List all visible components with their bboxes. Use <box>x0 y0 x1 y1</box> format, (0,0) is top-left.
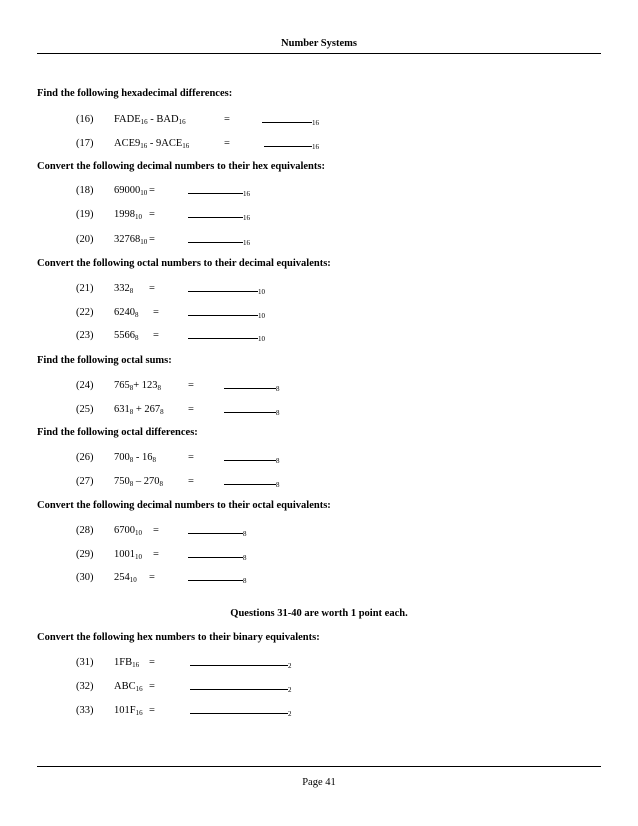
section-heading-decimal-to-hex: Convert the following decimal numbers to their hex equivalents: <box>37 161 325 172</box>
question-expression: $631_8 + 267_8$ <box>114 404 164 416</box>
equals-sign: = <box>188 404 194 415</box>
equals-sign: = <box>188 476 194 487</box>
answer-blank[interactable]: 8 <box>188 572 247 585</box>
question-number: (22) <box>76 307 94 318</box>
equals-sign: = <box>149 705 155 716</box>
page-number: Page 41 <box>302 777 336 788</box>
question-expression: $69000_{10}$ <box>114 185 148 197</box>
question-expression: $700_8 - 16_8$ <box>114 452 156 464</box>
equals-sign: = <box>149 209 155 220</box>
question-expression: $1001_{10}$ <box>114 549 142 561</box>
question-expression: $101F_{16}$ <box>114 705 143 717</box>
equals-sign: = <box>188 380 194 391</box>
question-expression: $6240_8$ <box>114 307 139 319</box>
answer-blank[interactable]: 10 <box>188 307 265 320</box>
question-number: (27) <box>76 476 94 487</box>
question-number: (20) <box>76 234 94 245</box>
question-number: (31) <box>76 657 94 668</box>
section-heading-hex-differences: Find the following hexadecimal differences: <box>37 88 233 99</box>
question-number: (29) <box>76 549 94 560</box>
points-note-heading: Questions 31-40 are worth 1 point each. <box>230 608 408 619</box>
question-number: (28) <box>76 525 94 536</box>
header-rule <box>37 53 601 54</box>
question-number: (19) <box>76 209 94 220</box>
answer-blank[interactable]: 8 <box>224 476 280 489</box>
answer-blank[interactable]: 10 <box>188 283 265 296</box>
answer-blank[interactable]: 10 <box>188 330 265 343</box>
question-expression: $750_8 - 270_8$ <box>114 476 163 488</box>
equals-sign: = <box>149 572 155 583</box>
equals-sign: = <box>149 234 155 245</box>
question-number: (25) <box>76 404 94 415</box>
equals-sign: = <box>149 681 155 692</box>
answer-blank[interactable]: 8 <box>224 380 280 393</box>
answer-blank[interactable]: 16 <box>188 209 250 222</box>
equals-sign: = <box>149 657 155 668</box>
equals-sign: = <box>149 283 155 294</box>
question-number: (24) <box>76 380 94 391</box>
answer-blank[interactable]: 8 <box>224 404 280 417</box>
answer-blank[interactable]: 16 <box>264 138 319 151</box>
section-heading-octal-to-decimal: Convert the following octal numbers to their decimal equivalents: <box>37 258 331 269</box>
question-expression: $ACE9_{16} - 9ACE_{16}$ <box>114 138 190 150</box>
question-number: (16) <box>76 114 94 125</box>
answer-blank[interactable]: 2 <box>190 705 292 718</box>
section-heading-octal-differences: Find the following octal differences: <box>37 427 198 438</box>
question-expression: $1FB_{16}$ <box>114 657 140 669</box>
question-number: (33) <box>76 705 94 716</box>
question-number: (32) <box>76 681 94 692</box>
question-expression: $765_8+ 123_8$ <box>114 380 162 392</box>
answer-blank[interactable]: 8 <box>188 549 247 562</box>
question-number: (17) <box>76 138 94 149</box>
section-heading-decimal-to-octal: Convert the following decimal numbers to their octal equivalents: <box>37 500 331 511</box>
equals-sign: = <box>188 452 194 463</box>
equals-sign: = <box>149 185 155 196</box>
question-expression: $5566_8$ <box>114 330 139 342</box>
footer-rule <box>37 766 601 767</box>
question-expression: $32768_{10}$ <box>114 234 148 246</box>
answer-blank[interactable]: 2 <box>190 681 292 694</box>
page-header-title: Number Systems <box>281 38 357 49</box>
question-expression: $FADE_{16} - BAD_{16}$ <box>114 114 186 126</box>
equals-sign: = <box>153 330 159 341</box>
question-expression: $6700_{10}$ <box>114 525 142 537</box>
question-expression: $ABC_{16}$ <box>114 681 143 693</box>
question-expression: $254_{10}$ <box>114 572 137 584</box>
question-number: (18) <box>76 185 94 196</box>
equals-sign: = <box>153 549 159 560</box>
question-number: (23) <box>76 330 94 341</box>
question-number: (30) <box>76 572 94 583</box>
answer-blank[interactable]: 16 <box>188 185 250 198</box>
equals-sign: = <box>153 525 159 536</box>
question-number: (26) <box>76 452 94 463</box>
answer-blank[interactable]: 16 <box>188 234 250 247</box>
section-heading-hex-to-binary: Convert the following hex numbers to their binary equivalents: <box>37 632 320 643</box>
section-heading-octal-sums: Find the following octal sums: <box>37 355 172 366</box>
equals-sign: = <box>224 114 230 125</box>
answer-blank[interactable]: 2 <box>190 657 292 670</box>
question-expression: $332_8$ <box>114 283 134 295</box>
answer-blank[interactable]: 8 <box>224 452 280 465</box>
answer-blank[interactable]: 16 <box>262 114 319 127</box>
equals-sign: = <box>153 307 159 318</box>
question-expression: $1998_{10}$ <box>114 209 142 221</box>
equals-sign: = <box>224 138 230 149</box>
answer-blank[interactable]: 8 <box>188 525 247 538</box>
question-number: (21) <box>76 283 94 294</box>
